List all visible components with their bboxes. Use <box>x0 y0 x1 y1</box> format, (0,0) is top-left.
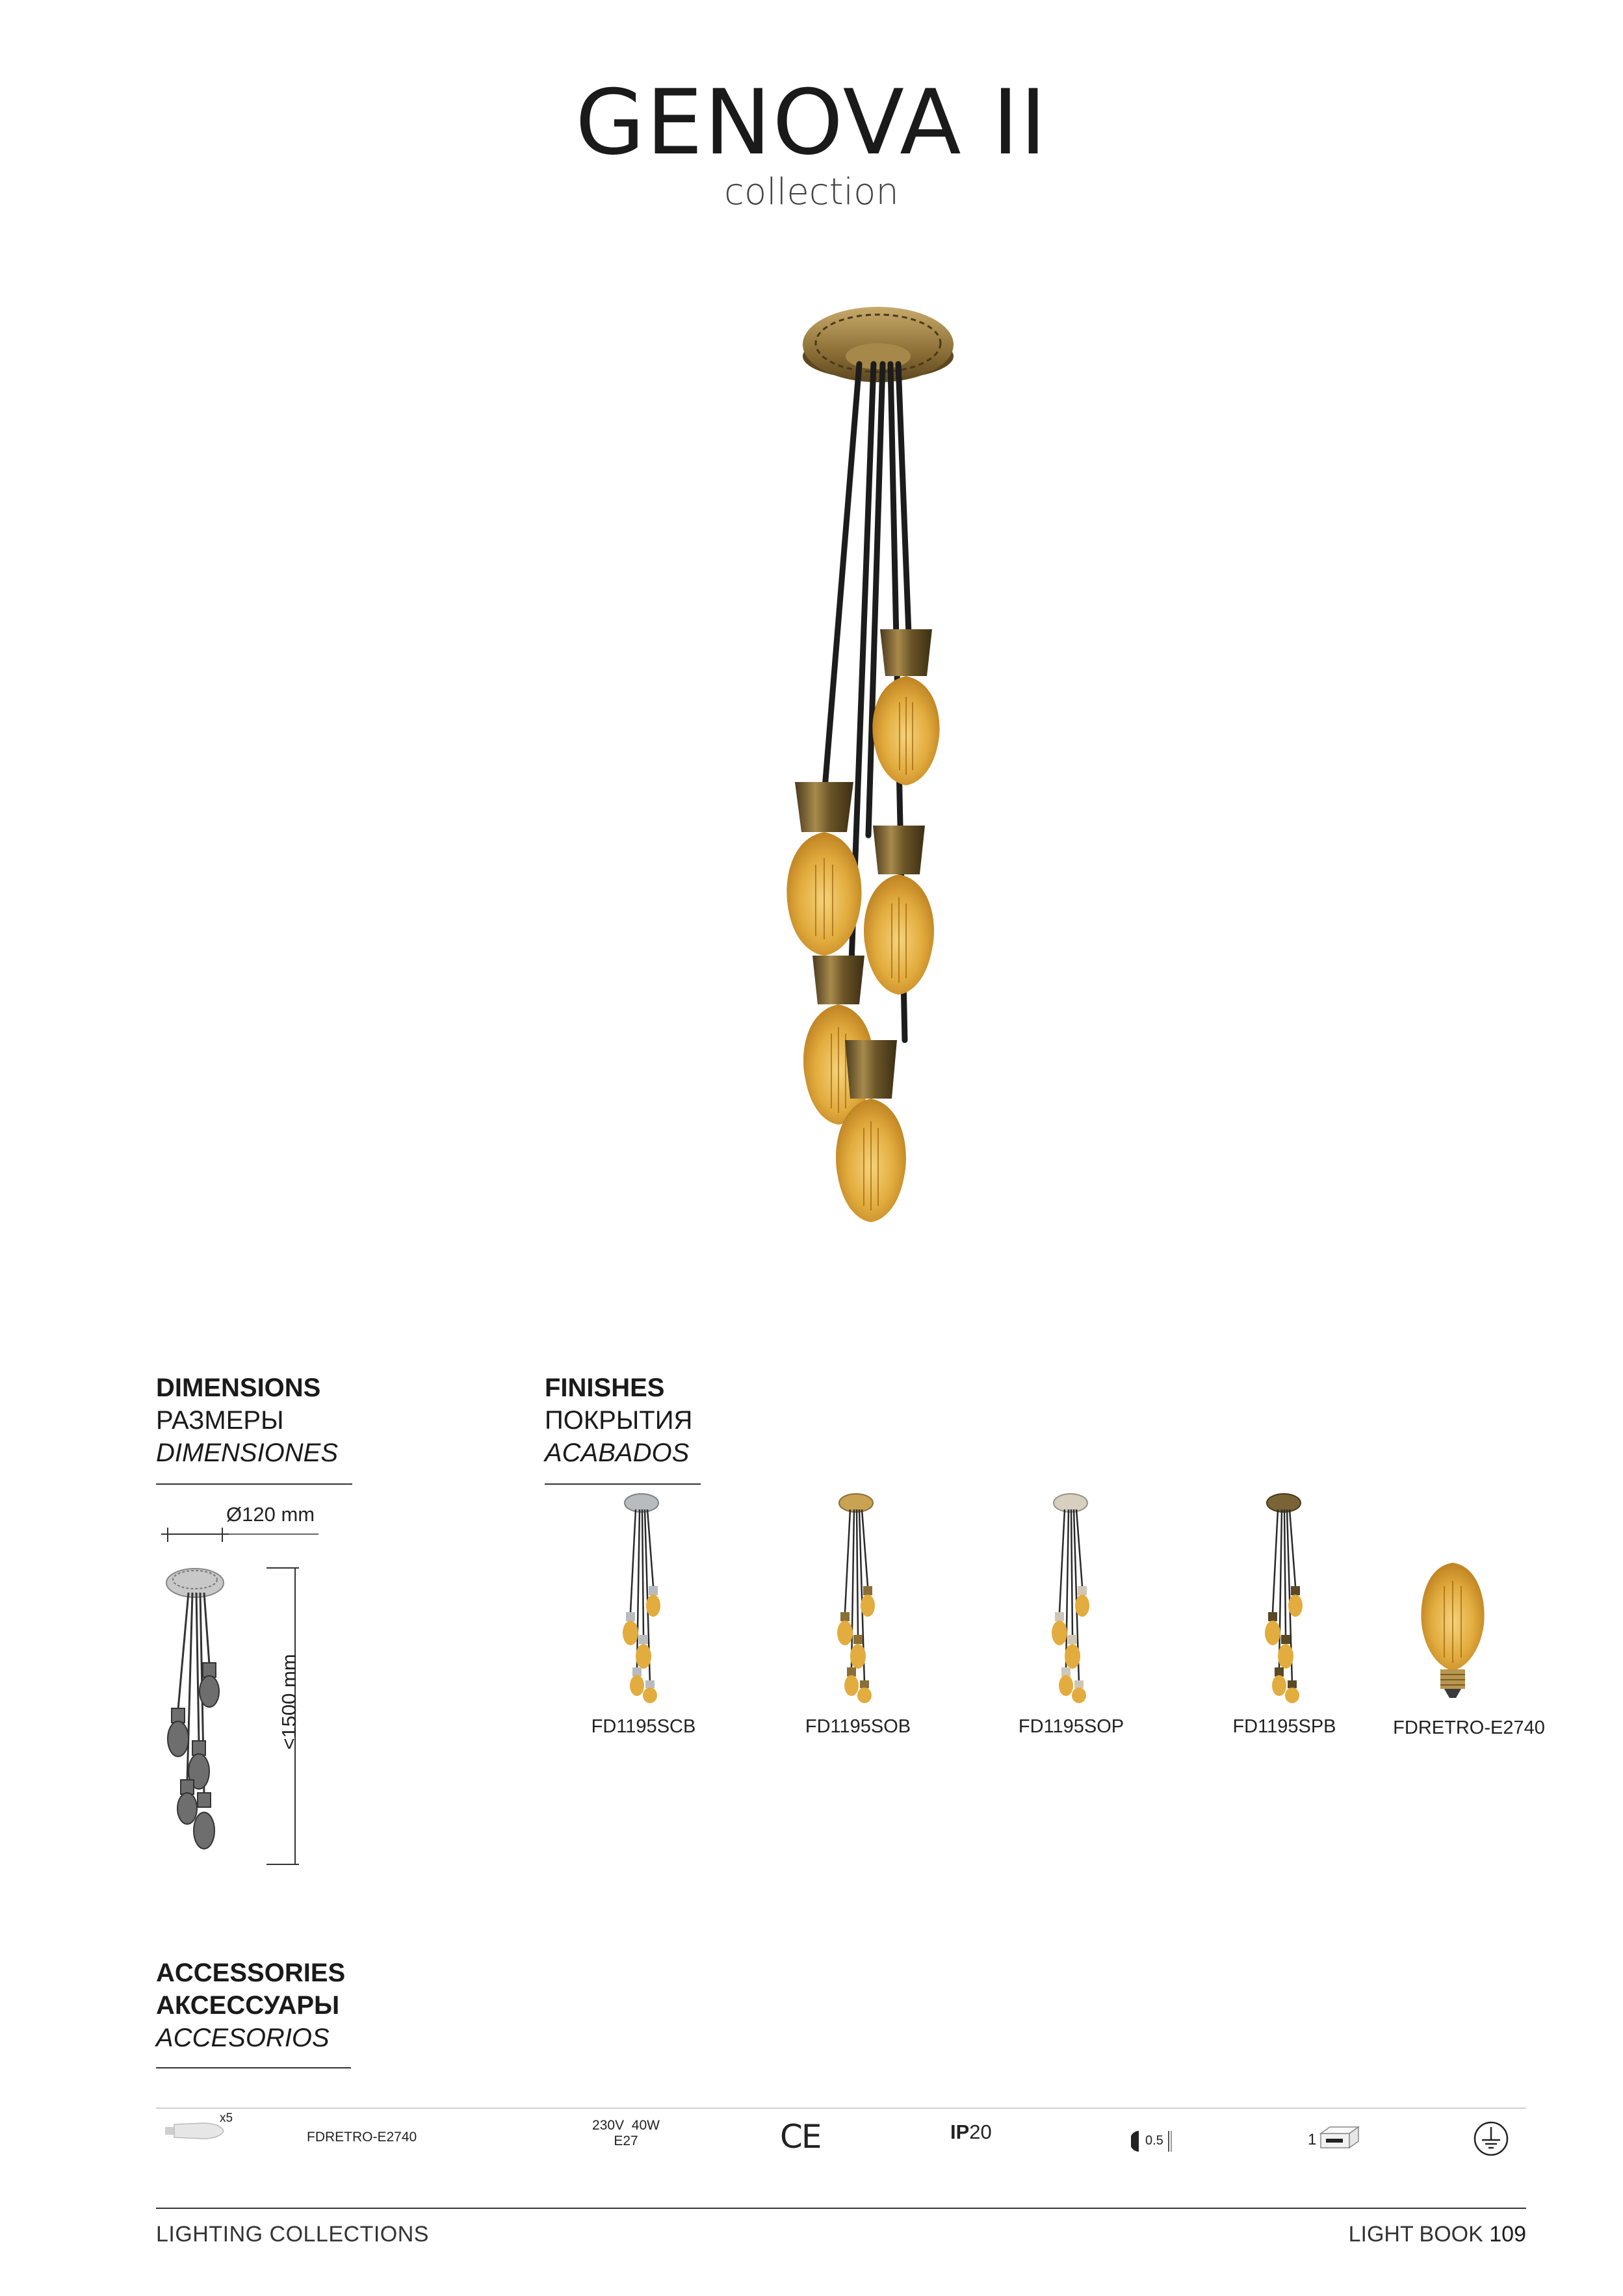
page-title: GENOVA II <box>575 70 1048 175</box>
pack-qty: 1 <box>1308 2131 1317 2148</box>
footer-collection-label: LIGHTING COLLECTIONS <box>156 2222 429 2247</box>
dimensions-title-es: DIMENSIONES <box>156 1439 339 1467</box>
page-subtitle: collection <box>724 171 899 213</box>
finish-label-sop: FD1195SOP <box>1018 1716 1124 1737</box>
accessories-rule <box>156 2067 351 2068</box>
height-label: <1500 mm <box>278 1654 300 1750</box>
finish-thumb-scb <box>604 1489 682 1703</box>
ip-rating <box>950 2120 992 2144</box>
dimensions-title-ru: РАЗМЕРЫ <box>156 1406 284 1435</box>
socket-type: E27 <box>614 2133 638 2148</box>
footer-book-title: LIGHT BOOK <box>1348 2222 1483 2247</box>
finishes-title-en: FINISHES <box>545 1374 665 1402</box>
finish-thumb-spb <box>1247 1489 1325 1703</box>
dimensions-rule <box>156 1483 352 1485</box>
diameter-label: Ø120 mm <box>226 1503 315 1526</box>
finish-thumb-sob <box>819 1489 897 1703</box>
accessories-title-es: ACCESORIOS <box>156 2024 330 2052</box>
bulb-code: FDRETRO-E2740 <box>307 2130 417 2145</box>
earth-ground-icon <box>1473 2120 1509 2157</box>
finishes-title-es: ACABADOS <box>545 1439 690 1467</box>
bulb-icon <box>164 2118 229 2144</box>
box-icon <box>1317 2123 1362 2152</box>
finish-label-bulb: FDRETRO-E2740 <box>1393 1717 1545 1738</box>
bulb-qty: x5 <box>220 2111 233 2125</box>
finish-label-sob: FD1195SOB <box>805 1716 911 1737</box>
finishes-title-ru: ПОКРЫТИЯ <box>545 1406 693 1435</box>
ip-rating-prefix: IP <box>950 2120 970 2143</box>
product-photo <box>754 286 1027 1235</box>
dimensions-heading <box>156 1372 338 1469</box>
footer-rule <box>156 2208 1526 2209</box>
finishes-rule <box>545 1483 701 1485</box>
accessories-heading <box>156 1957 345 2054</box>
finish-thumb-sop <box>1033 1489 1111 1703</box>
finish-label-spb: FD1195SPB <box>1232 1716 1336 1737</box>
page-number: 109 <box>1489 2222 1526 2247</box>
finish-label-scb: FD1195SCB <box>591 1716 696 1737</box>
distance-value: 0.5 <box>1145 2133 1163 2148</box>
footer-book-label <box>1235 2222 1526 2247</box>
voltage-watt: 230V 40W <box>592 2118 660 2133</box>
spec-strip-top-line <box>156 2107 1526 2109</box>
accessories-title-en: ACCESSORIES <box>156 1959 346 1987</box>
ce-mark: CE <box>780 2118 821 2156</box>
ip-rating-number: 20 <box>969 2120 992 2143</box>
finish-thumb-bulb <box>1410 1560 1495 1703</box>
finishes-heading <box>545 1372 692 1469</box>
accessories-title-ru: АКСЕССУАРЫ <box>156 1991 340 2020</box>
dimensions-title-en: DIMENSIONS <box>156 1374 321 1402</box>
